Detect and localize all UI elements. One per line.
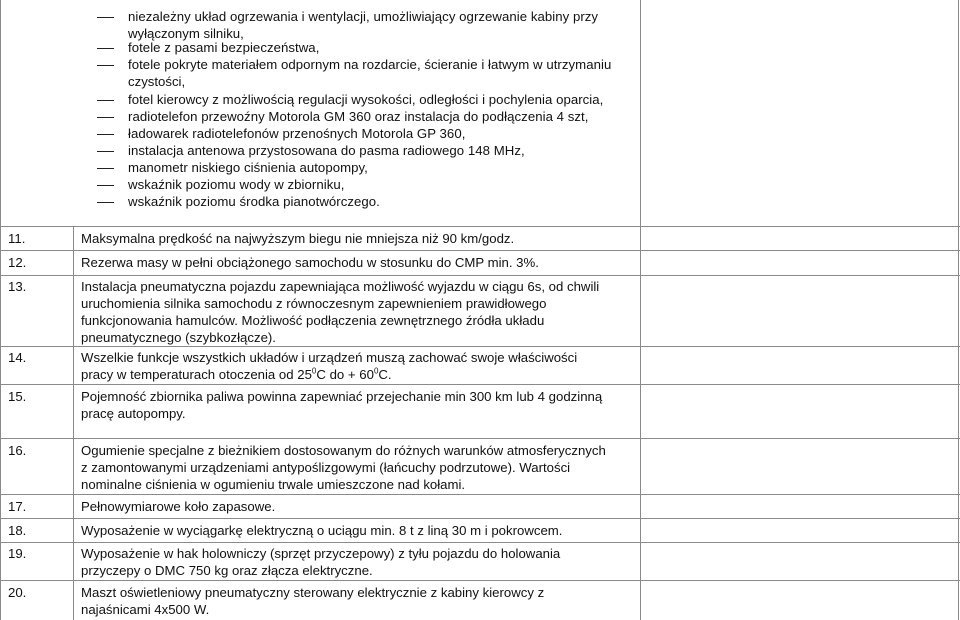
dash-bullet-icon <box>97 17 114 18</box>
bullet-text: wskaźnik poziomu wody w zbiorniku, <box>128 177 345 192</box>
dash-bullet-icon <box>97 117 114 118</box>
list-item <box>0 193 640 211</box>
row-text-line: pneumatycznego (szybkozłącze). <box>81 330 276 345</box>
row-text <box>81 442 637 493</box>
bullet-text: manometr niskiego ciśnienia autopompy, <box>128 160 368 175</box>
row-number: 14. <box>8 350 27 365</box>
row-divider <box>0 226 960 227</box>
row-divider <box>0 542 960 543</box>
row-text <box>81 545 637 579</box>
dash-bullet-icon <box>97 185 114 186</box>
row-text-line: pracę autopompy. <box>81 406 186 421</box>
row-number: 16. <box>8 443 27 458</box>
bullet-text: fotel kierowcy z możliwością regulacji wysokości, odległości i pochylenia oparcia, <box>128 92 604 107</box>
row-text-line: Wyposażenie w wyciągarkę elektryczną o uciągu min. 8 t z liną 30 m i pokrowcem. <box>81 523 563 538</box>
bullet-text: niezależny układ ogrzewania i wentylacji, umożliwiający ogrzewanie kabiny przy <box>128 9 599 24</box>
bullet-text: instalacja antenowa przystosowana do pasma radiowego 148 MHz, <box>128 143 525 158</box>
row-text-line: najaśnicami 4x500 W. <box>81 602 210 617</box>
bullet-text: wskaźnik poziomu środka pianotwórczego. <box>128 194 380 209</box>
dash-bullet-icon <box>97 65 114 66</box>
row-number: 13. <box>8 279 27 294</box>
row-text <box>81 254 637 271</box>
row-text <box>81 230 637 247</box>
row-text-line: z zamontowanymi urządzeniami antypoślizgowymi (łańcuchy podrzutowe). Wartości <box>81 460 571 475</box>
row-text <box>81 498 637 515</box>
dash-bullet-icon <box>97 168 114 169</box>
bullet-text: fotele z pasami bezpieczeństwa, <box>128 40 320 55</box>
dash-bullet-icon <box>97 151 114 152</box>
row-divider <box>0 384 960 385</box>
bullet-text: ładowarek radiotelefonów przenośnych Motorola GP 360, <box>128 126 466 141</box>
bullet-text: radiotelefon przewoźny Motorola GM 360 oraz instalacja do podłączenia 4 szt, <box>128 109 589 124</box>
row-number: 20. <box>8 585 27 600</box>
list-item <box>0 108 640 126</box>
row-divider <box>0 346 960 347</box>
degree-superscript: 0 <box>373 366 379 376</box>
row-number: 19. <box>8 546 27 561</box>
row-divider <box>0 494 960 495</box>
bullet-text: fotele pokryte materiałem odpornym na rozdarcie, ścieranie i łatwym w utrzymaniu <box>128 57 612 72</box>
row-text-line: funkcjonowania hamulców. Możliwość podłączenia zewnętrznego źródła układu <box>81 313 545 328</box>
list-item <box>0 125 640 143</box>
row-text-line: Rezerwa masy w pełni obciążonego samochodu w stosunku do CMP min. 3%. <box>81 255 539 270</box>
dash-bullet-icon <box>97 202 114 203</box>
bullet-text-continuation: czystości, <box>128 74 186 89</box>
degree-superscript: 0 <box>311 366 317 376</box>
row-divider <box>0 518 960 519</box>
dash-bullet-icon <box>97 100 114 101</box>
row-number: 11. <box>8 231 26 246</box>
row-number: 17. <box>8 499 27 514</box>
row-text-line: Pojemność zbiornika paliwa powinna zapewniać przejechanie min 300 km lub 4 godzinną <box>81 389 603 404</box>
row-text-line: Maszt oświetleniowy pneumatyczny sterowany elektrycznie z kabiny kierowcy z <box>81 585 545 600</box>
row-text-line: uruchomienia silnika samochodu z równoczesnym zapewnieniem prawidłowego <box>81 296 547 311</box>
list-item <box>0 176 640 194</box>
dash-bullet-icon <box>97 48 114 49</box>
list-item <box>0 159 640 177</box>
row-text <box>81 388 637 422</box>
row-text-line: Pełnowymiarowe koło zapasowe. <box>81 499 276 514</box>
list-item <box>0 56 640 74</box>
bullet-text-continuation: wyłączonym silniku, <box>128 26 244 41</box>
row-text <box>81 278 637 346</box>
row-text-line: Instalacja pneumatyczna pojazdu zapewniająca możliwość wyjazdu w ciągu 6s, od chwili <box>81 279 600 294</box>
spec-column-divider <box>640 0 641 620</box>
row-text-line: przyczepy o DMC 750 kg oraz złącza elektryczne. <box>81 563 373 578</box>
row-text <box>81 522 637 539</box>
temperature-range-line: pracy w temperaturach otoczenia od $25^0C$ do + $60^0C$. <box>81 366 392 382</box>
list-item <box>0 142 640 160</box>
row-text-line: Wszelkie funkcje wszystkich układów i urządzeń muszą zachować swoje właściwości <box>81 350 578 365</box>
row-divider <box>0 250 960 251</box>
row-text-line: Ogumienie specjalne z bieżnikiem dostosowanym do różnych warunków atmosferycznych <box>81 443 606 458</box>
row-text-line: Maksymalna prędkość na najwyższym biegu nie mniejsza niż 90 km/godz. <box>81 231 515 246</box>
row-number: 18. <box>8 523 27 538</box>
row-divider <box>0 275 960 276</box>
row-text <box>81 349 637 383</box>
list-item <box>0 39 640 57</box>
row-text-line: Wyposażenie w hak holowniczy (sprzęt przyczepowy) z tyłu pojazdu do holowania <box>81 546 561 561</box>
number-column-divider <box>73 226 74 620</box>
row-text <box>81 584 637 618</box>
row-text-line: nominalne ciśnienia w ogumieniu trwale umieszczone nad kołami. <box>81 477 466 492</box>
row-number: 12. <box>8 255 27 270</box>
list-item <box>0 8 640 26</box>
row-divider <box>0 580 960 581</box>
list-item <box>0 91 640 109</box>
row-number: 15. <box>8 389 27 404</box>
dash-bullet-icon <box>97 134 114 135</box>
row-divider <box>0 438 960 439</box>
table-border-right <box>958 0 959 620</box>
